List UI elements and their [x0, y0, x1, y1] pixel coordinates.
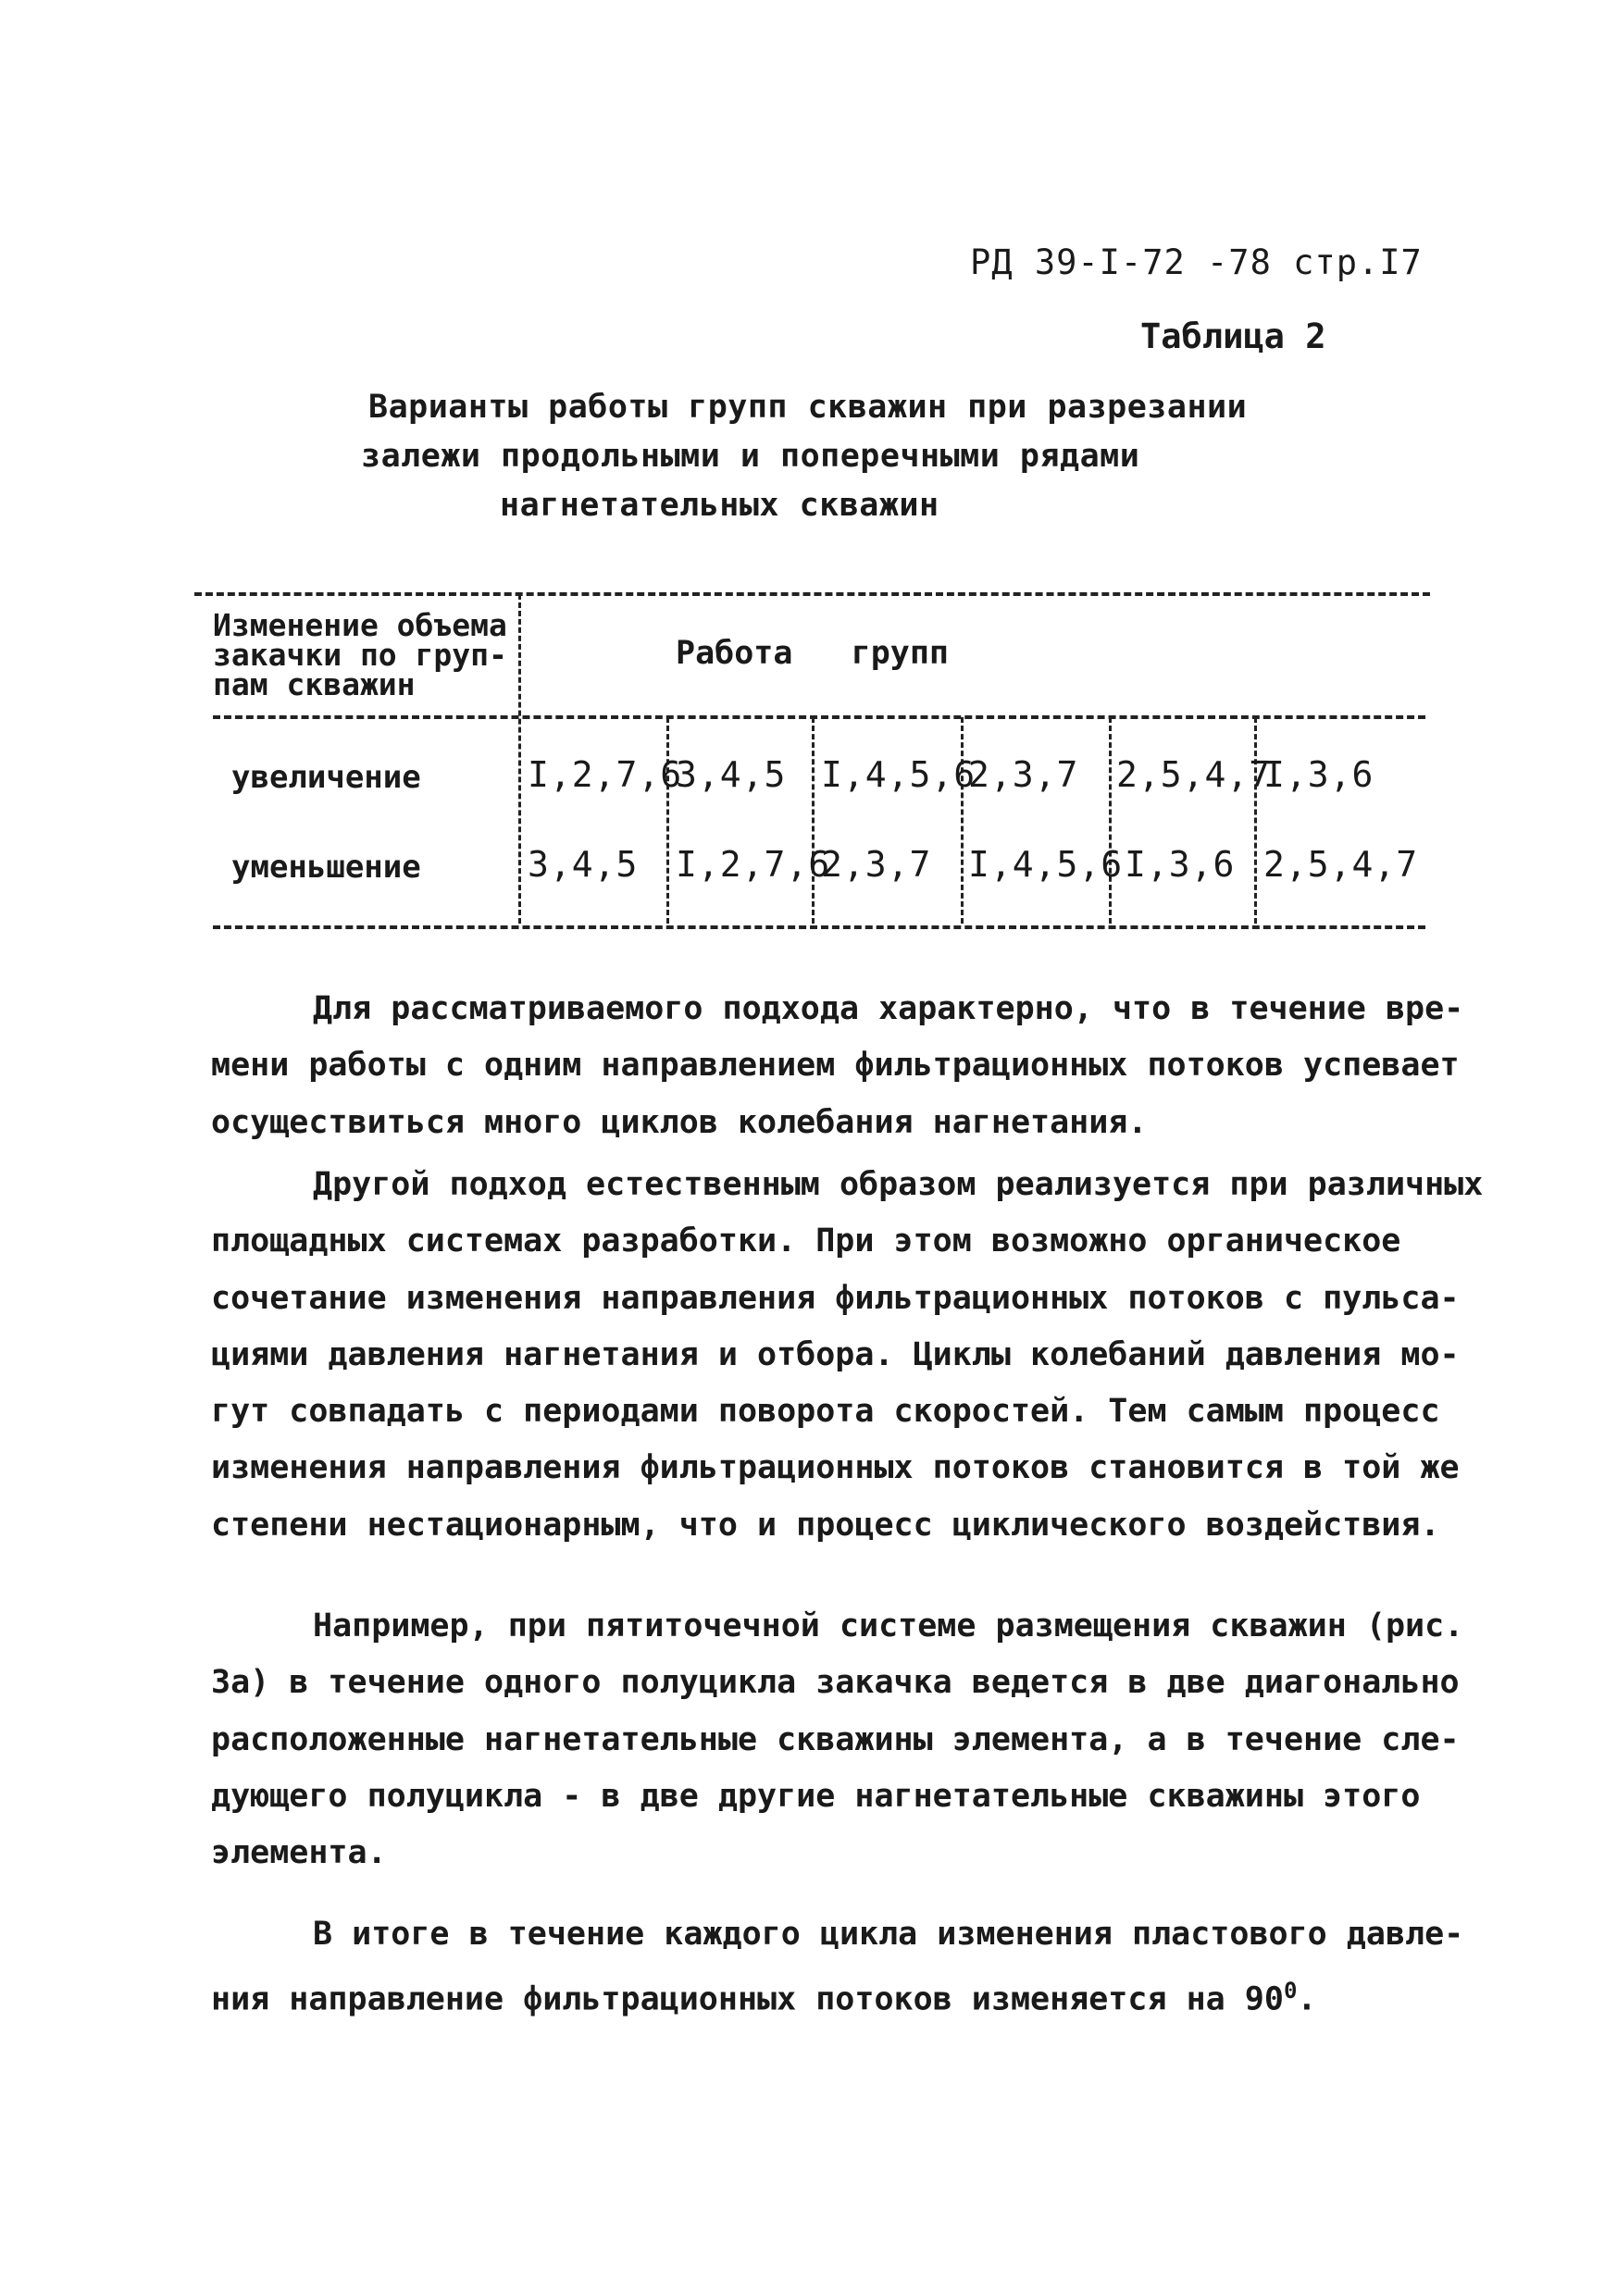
body-paragraph-3 — [211, 1598, 1464, 1881]
text-line: Для рассматриваемого подхода характерно, что в течение вре- — [313, 990, 1464, 1027]
table-header-rule — [213, 715, 1425, 719]
table-cell: I,3,6 — [1263, 754, 1374, 795]
degree-superscript: 0 — [1283, 1978, 1298, 2004]
table-column-divider — [518, 594, 521, 924]
header-change-volume: Изменение объема закачки по груп- пам скважин — [213, 607, 507, 702]
text-line: элемента. — [211, 1834, 387, 1872]
text-line-last: ния направление фильтрационных потоков изменяется на $90^0$. — [211, 1978, 1317, 2018]
text-line: гут совпадать с периодами поворота скоростей. Тем самым процесс — [211, 1393, 1440, 1431]
table-bottom-rule — [213, 925, 1425, 929]
text-line: степени нестационарным, что и процесс циклического воздействия. — [211, 1506, 1440, 1544]
text-line: В итоге в течение каждого цикла изменения пластового давле- — [313, 1916, 1464, 1953]
row-label-increase: увеличение — [231, 759, 421, 796]
row-label-decrease: уменьшение — [231, 849, 421, 886]
table-caption-line-1: Варианты работы групп скважин при разрезании — [368, 389, 1248, 426]
document-reference: РД 39-I-72 -78 стр.I7 — [970, 242, 1423, 282]
text-line: дующего полуцикла - в две другие нагнетательные скважины этого — [211, 1777, 1421, 1815]
table-cell: I,2,7,6 — [676, 844, 831, 885]
table-cell: 2,5,4,7 — [1263, 844, 1419, 885]
table-cell: 2,5,4,7 — [1116, 754, 1272, 795]
table-cell: 3,4,5 — [528, 844, 639, 885]
body-paragraph-4 — [211, 1906, 1464, 2029]
table-column-divider — [1254, 717, 1257, 924]
header-group-work: Работа групп — [676, 635, 950, 672]
text-line: Другой подход естественным образом реализуется при различных — [313, 1166, 1484, 1203]
text-line: циями давления нагнетания и отбора. Циклы колебаний давления мо- — [211, 1335, 1460, 1373]
table-cell: I,4,5,6 — [821, 754, 976, 795]
table-cell: I,4,5,6 — [968, 844, 1124, 885]
table-column-divider — [666, 717, 669, 924]
text-line: Например, при пятиточечной системе размещения скважин (рис. — [313, 1607, 1464, 1644]
body-paragraph-1 — [211, 981, 1464, 1151]
text-line: площадных системах разработки. При этом возможно органическое — [211, 1222, 1401, 1260]
table-label: Таблица 2 — [1140, 316, 1326, 356]
table-column-divider — [812, 717, 815, 924]
table-cell: I,2,7,6 — [528, 754, 683, 795]
body-paragraph-2 — [211, 1157, 1484, 1554]
table-caption-line-3: нагнетательных скважин — [500, 487, 939, 524]
text-line: осуществиться много циклов колебания нагнетания. — [211, 1103, 1148, 1141]
table-cell: 3,4,5 — [676, 754, 787, 795]
table-cell: I,3,6 — [1125, 844, 1236, 885]
text-line: сочетание изменения направления фильтрационных потоков с пульса- — [211, 1279, 1460, 1317]
text-line: расположенные нагнетательные скважины элемента, а в течение сле- — [211, 1720, 1460, 1758]
table-cell: 2,3,7 — [968, 754, 1079, 795]
text-line: изменения направления фильтрационных потоков становится в той же — [211, 1449, 1460, 1487]
table-column-divider — [1109, 717, 1112, 924]
table-top-rule — [194, 592, 1430, 596]
table-cell: 2,3,7 — [821, 844, 932, 885]
table-column-divider — [961, 717, 964, 924]
text-line: мени работы с одним направлением фильтрационных потоков успевает — [211, 1047, 1460, 1085]
table-caption-line-2: залежи продольными и поперечными рядами — [361, 438, 1140, 475]
text-line: 3а) в течение одного полуцикла закачка ведется в две диагонально — [211, 1664, 1460, 1702]
